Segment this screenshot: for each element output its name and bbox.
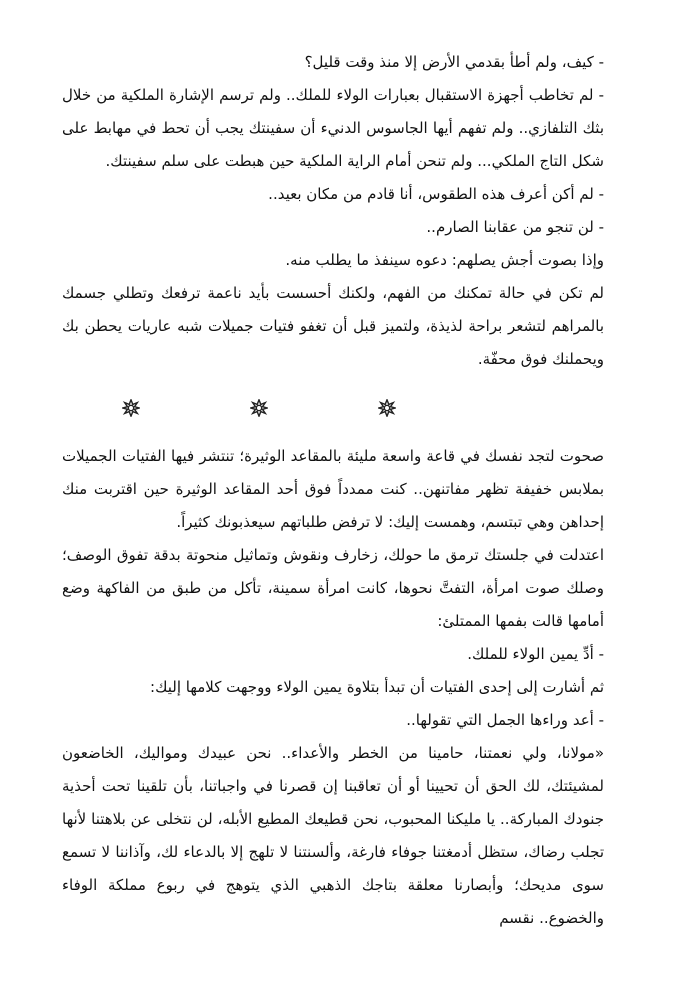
dialogue-line: - أعد وراءها الجمل التي تقولها.. xyxy=(406,711,604,729)
dialogue-line: - لن تنجو من عقابنا الصارم.. xyxy=(426,218,604,236)
narration-paragraph: صحوت لتجد نفسك في قاعة واسعة مليئة بالمقاعد الوثيرة؛ تنتشر فيها الفتيات الجميلات بملابس خفيفة تظهر مفاتنهن.. كنت ممدداً فوق أحد المقاعد الوثيرة حين اقتربت منك إحداهن وهي تبتسم، وهمست إليك: لا ترفض طلباتهم سيعذبونك كثيراً. xyxy=(62,447,604,531)
dialogue-line: - لم تخاطب أجهزة الاستقبال بعبارات الولاء للملك.. ولم ترسم الإشارة الملكية من خلال بثك التلفازي.. ولم تفهم أيها الجاسوس الدنيء أن سفينتك يجب أن تحط في مهابط على شكل التاج الملكي... ولم تنحن أمام الراية الملكية حين هبطت على سلم سفينتك. xyxy=(62,86,604,170)
narration-line: وإذا بصوت أجش يصلهم: دعوه سينفذ ما يطلب منه. xyxy=(285,251,604,269)
dialogue-line: - كيف، ولم أطأ بقدمي الأرض إلا منذ وقت قليل؟ xyxy=(304,53,604,71)
flower-ornament-icon xyxy=(250,399,268,417)
narration-line: ثم أشارت إلى إحدى الفتيات أن تبدأ بتلاوة يمين الولاء ووجهت كلامها إليك: xyxy=(150,678,604,696)
narration-paragraph: اعتدلت في جلستك ترمق ما حولك، زخارف ونقوش وتماثيل منحوتة بدقة تفوق الوصف؛ وصلك صوت امرأة، التفتَّ نحوها، كانت امرأة سمينة، تأكل من طبق من الفاكهة وضع أمامها قالت بفمها الممتلئ: xyxy=(62,546,604,630)
flower-ornament-icon xyxy=(378,399,396,417)
dialogue-line: - أدِّ يمين الولاء للملك. xyxy=(467,645,604,663)
section-separator xyxy=(62,376,624,440)
flower-ornament-icon xyxy=(122,399,140,417)
text-block-bottom xyxy=(62,440,624,935)
dialogue-line: - لم أكن أعرف هذه الطقوس، أنا قادم من مكان بعيد.. xyxy=(268,185,604,203)
document-page xyxy=(62,46,624,996)
text-block-top xyxy=(62,46,624,376)
oath-paragraph: «مولانا، ولي نعمتنا، حامينا من الخطر والأعداء.. نحن عبيدك ومواليك، الخاضعون لمشيئتك، لك الحق أن تحيينا أو أن تعاقبنا إن قصرنا في واجباتنا، بأن تلقينا تحت أحذية جنودك المباركة.. يا مليكنا المحبوب، نحن قطيعك المطيع الأبله، لن نتخلى عن بلاهتنا لأنها تجلب رضاك، ستظل أدمغتنا جوفاء فارغة، وألسنتنا لا تلهج إلا بالدعاء لك، وآذاننا لا تسمع سوى مديحك؛ وأبصارنا معلقة بتاجك الذهبي الذي يتوهج في ربوع مملكة الوفاء والخضوع.. نقسم xyxy=(62,744,604,927)
narration-paragraph: لم تكن في حالة تمكنك من الفهم، ولكنك أحسست بأيد ناعمة ترفعك وتطلي جسمك بالمراهم لتشعر براحة لذيذة، ولتميز قبل أن تغفو فتيات جميلات شبه عاريات يحطن بك ويحملنك فوق محفّة. xyxy=(62,284,604,368)
